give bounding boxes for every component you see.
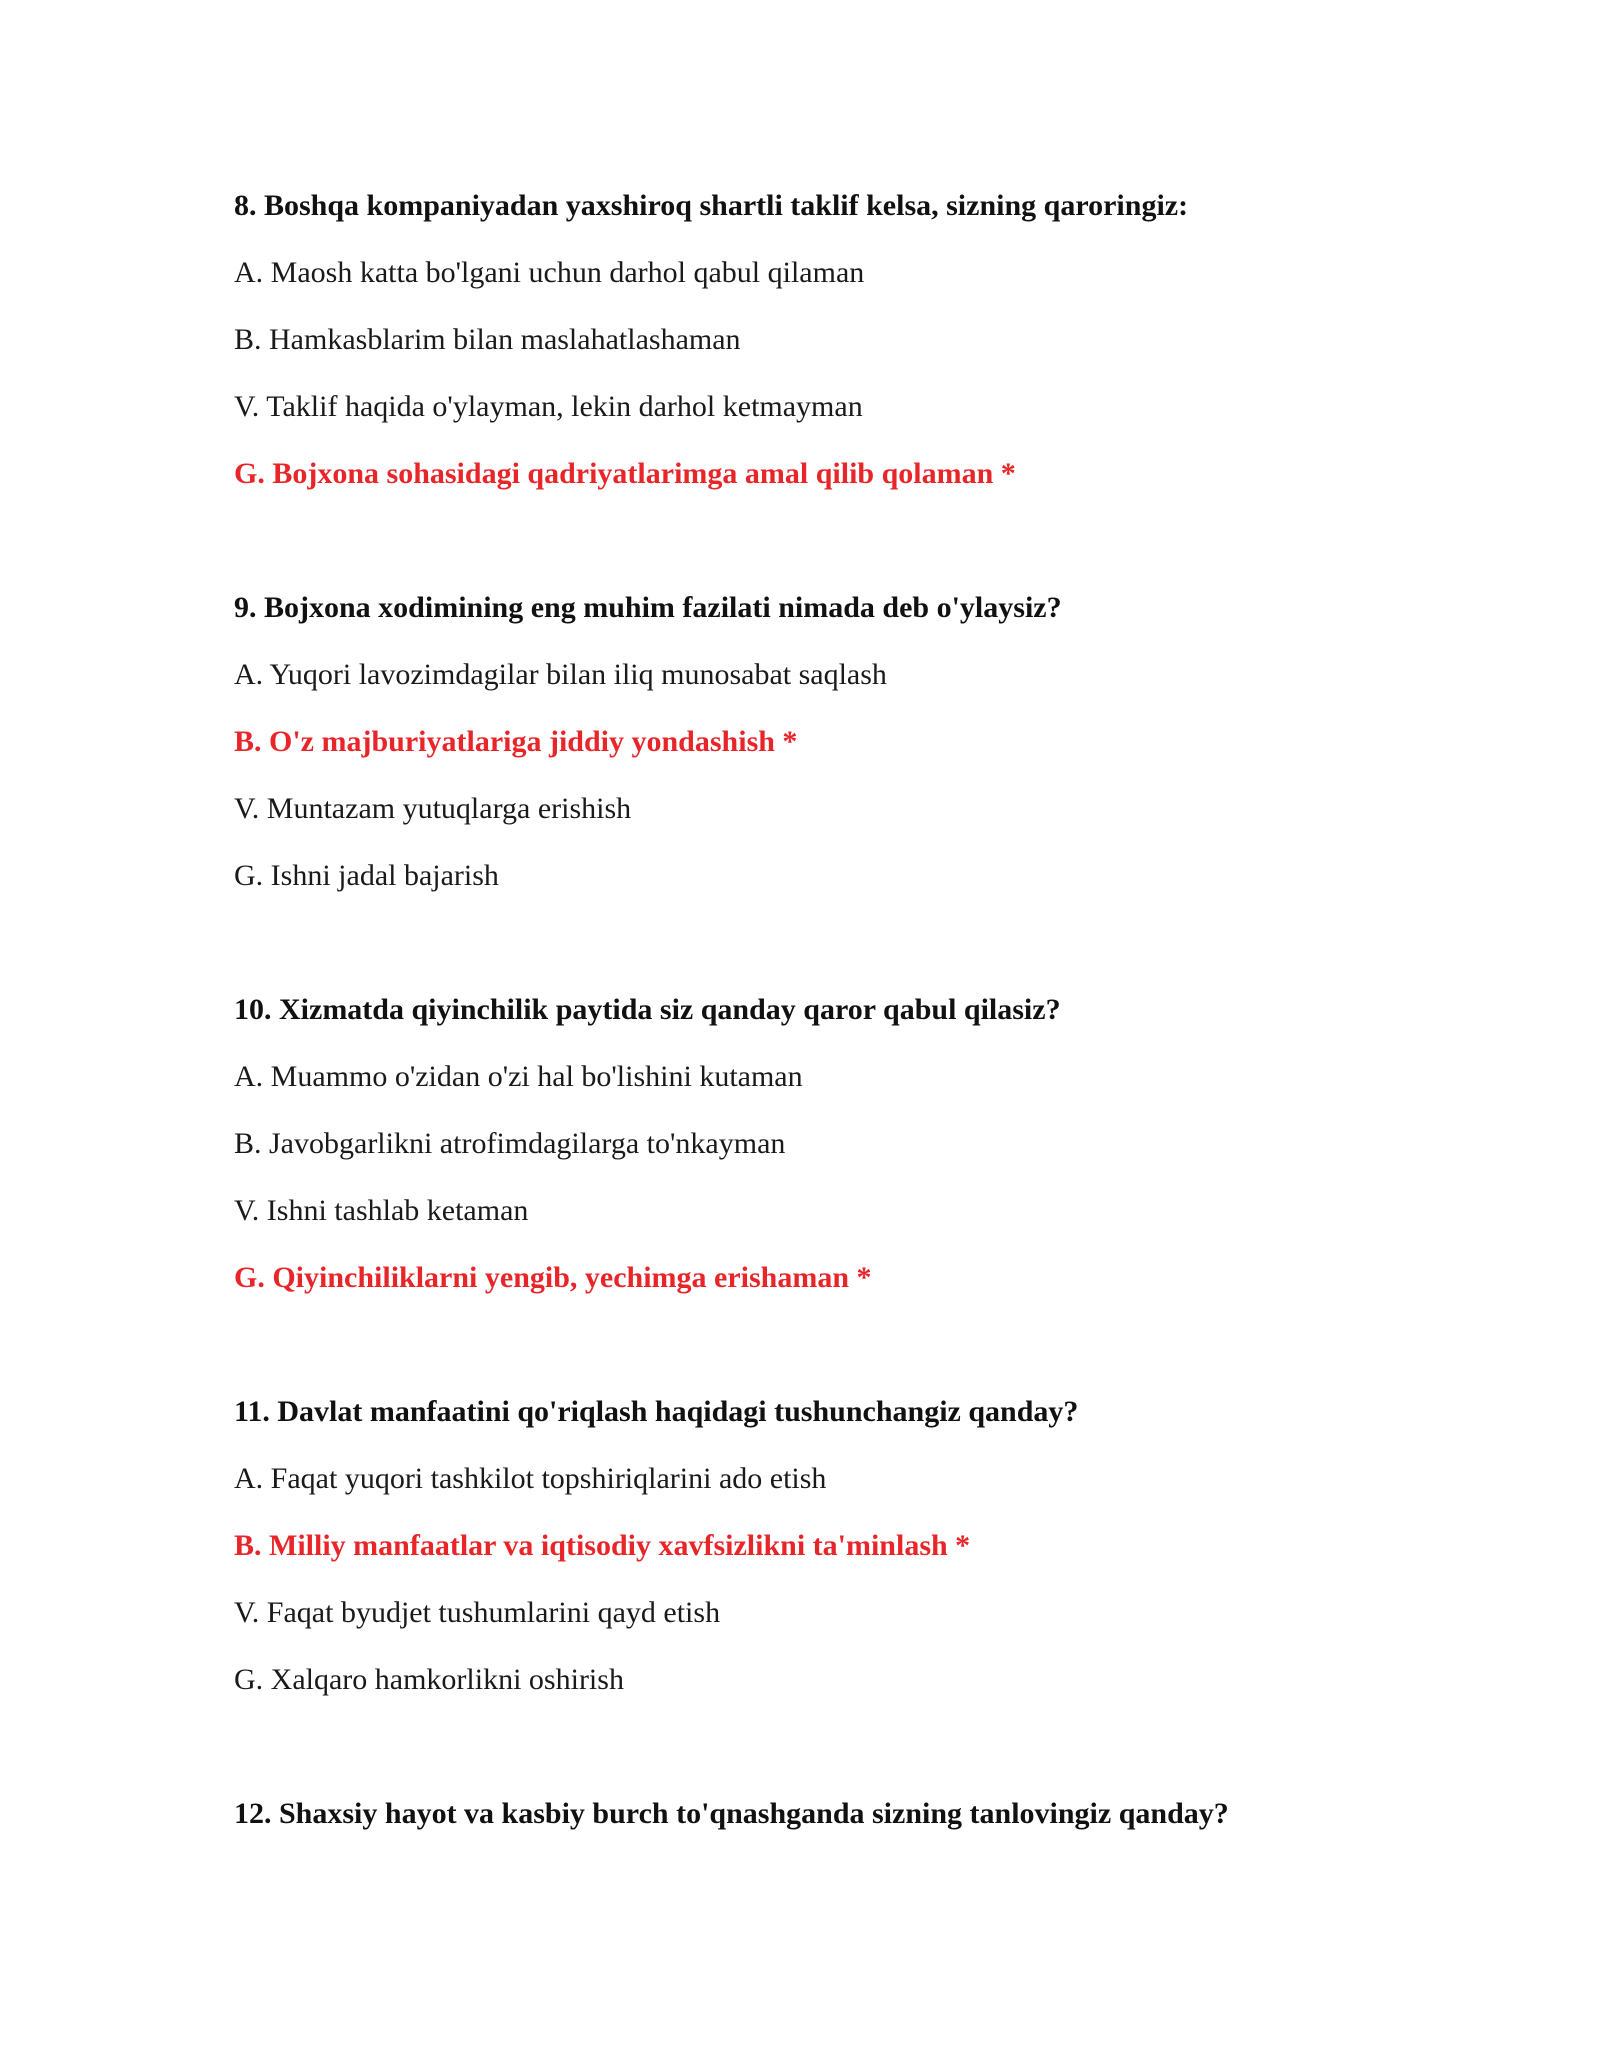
question-11-option-b-correct: B. Milliy manfaatlar va iqtisodiy xavfsizlikni ta'minlash * [234, 1529, 971, 1562]
question-11: 11. Davlat manfaatini qo'riqlash haqidagi tushunchangiz qanday? [234, 1395, 1079, 1428]
question-12: 12. Shaxsiy hayot va kasbiy burch to'qnashganda sizning tanlovingiz qanday? [234, 1797, 1229, 1830]
question-11-option-a: A. Faqat yuqori tashkilot topshiriqlarini ado etish [234, 1462, 827, 1495]
question-9: 9. Bojxona xodimining eng muhim fazilati nimada deb o'ylaysiz? [234, 591, 1062, 624]
question-8: 8. Boshqa kompaniyadan yaxshiroq shartli taklif kelsa, sizning qaroringiz: [234, 189, 1189, 222]
question-9-option-a: A. Yuqori lavozimdagilar bilan iliq munosabat saqlash [234, 658, 887, 691]
question-9-option-b-correct: B. O'z majburiyatlariga jiddiy yondashish * [234, 725, 798, 758]
question-8-option-g-correct: G. Bojxona sohasidagi qadriyatlarimga amal qilib qolaman * [234, 457, 1016, 490]
question-10: 10. Xizmatda qiyinchilik paytida siz qanday qaror qabul qilasiz? [234, 993, 1061, 1026]
question-11-option-v: V. Faqat byudjet tushumlarini qayd etish [234, 1596, 721, 1629]
question-11-option-g: G. Xalqaro hamkorlikni oshirish [234, 1663, 624, 1696]
question-8-option-a: A. Maosh katta bo'lgani uchun darhol qabul qilaman [234, 256, 865, 289]
question-8-option-b: B. Hamkasblarim bilan maslahatlashaman [234, 323, 741, 356]
question-10-option-v: V. Ishni tashlab ketaman [234, 1194, 529, 1227]
question-9-option-v: V. Muntazam yutuqlarga erishish [234, 792, 632, 825]
question-9-option-g: G. Ishni jadal bajarish [234, 859, 499, 892]
question-10-option-g-correct: G. Qiyinchiliklarni yengib, yechimga erishaman * [234, 1261, 872, 1294]
question-10-option-b: B. Javobgarlikni atrofimdagilarga to'nkayman [234, 1127, 786, 1160]
question-10-option-a: A. Muammo o'zidan o'zi hal bo'lishini kutaman [234, 1060, 803, 1093]
question-8-option-v: V. Taklif haqida o'ylayman, lekin darhol ketmayman [234, 390, 863, 423]
